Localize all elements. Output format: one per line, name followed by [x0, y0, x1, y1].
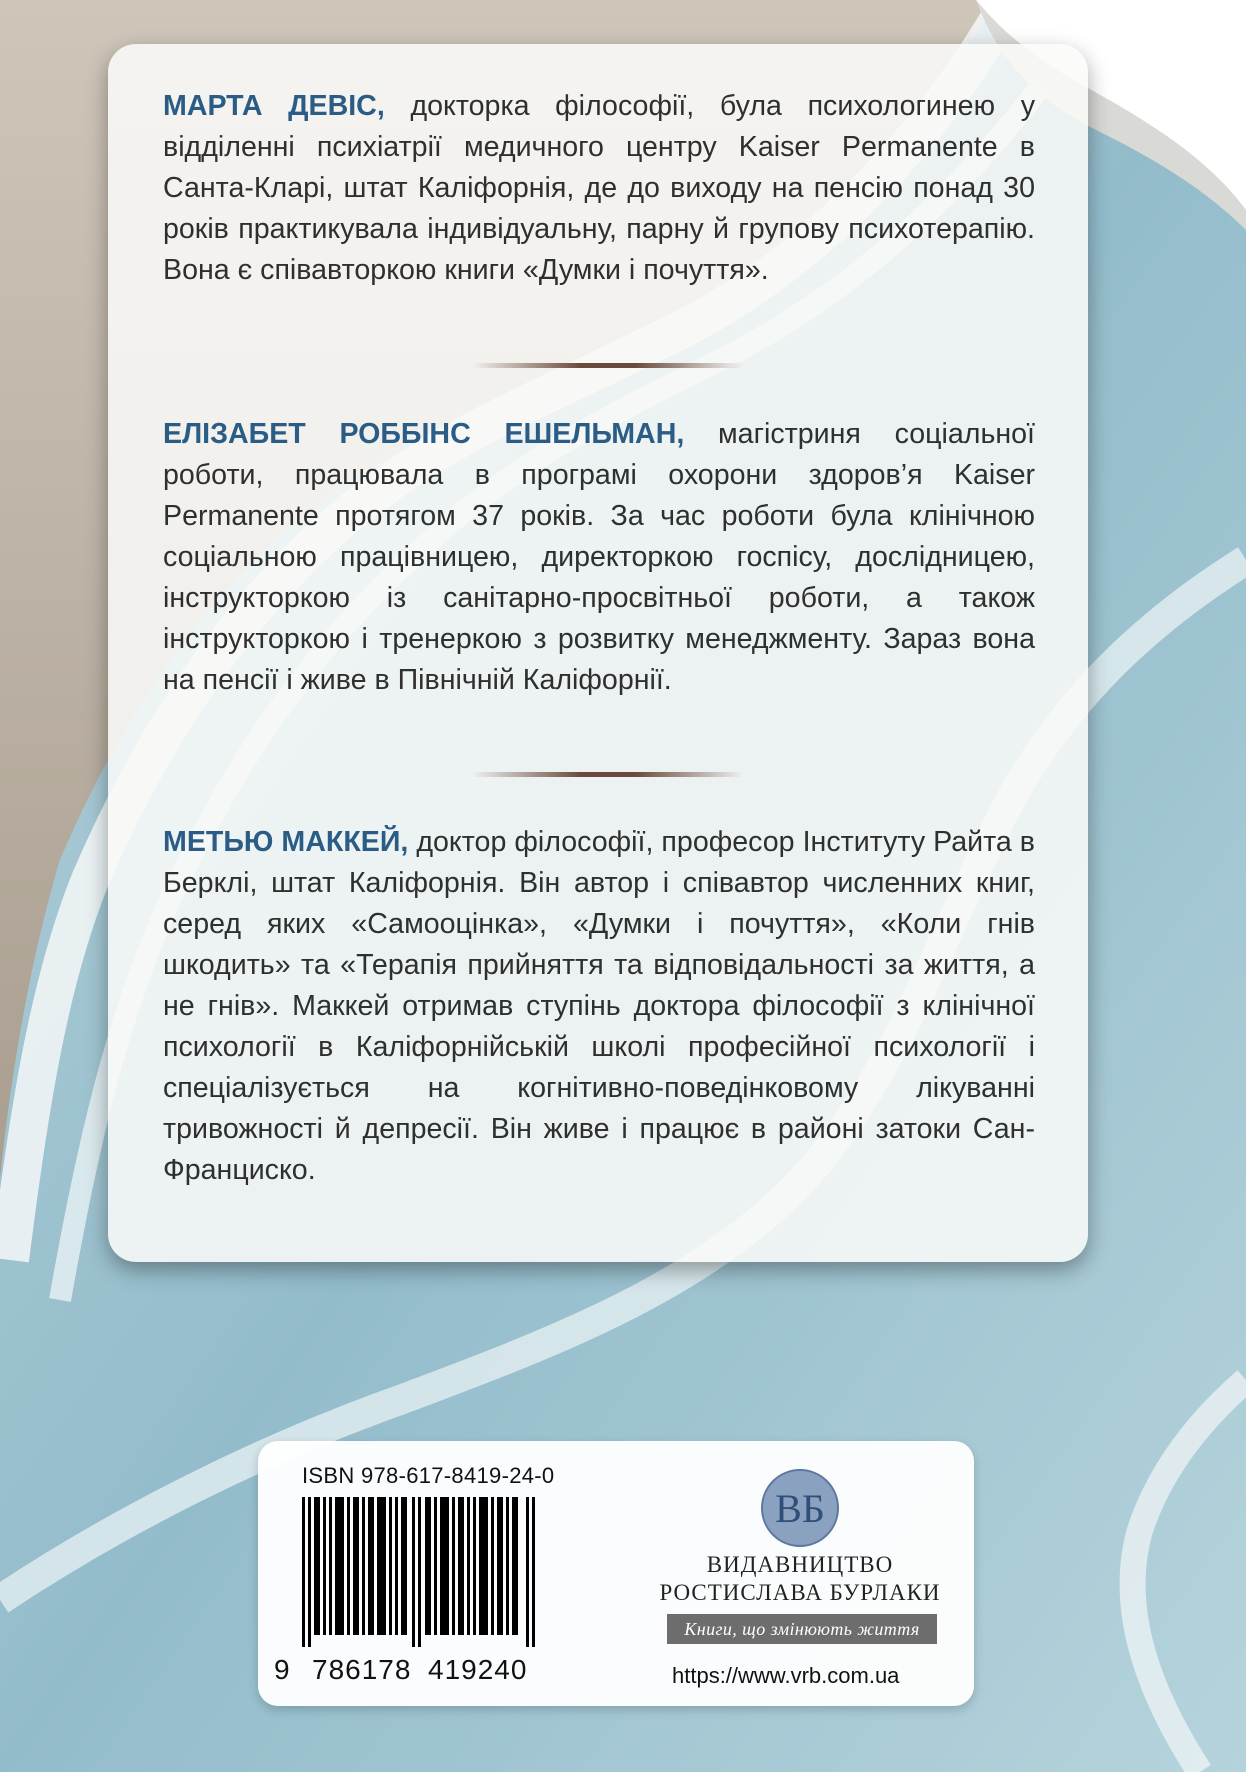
author-name: МЕТЬЮ МАККЕЙ, — [163, 826, 409, 858]
author-name: ЕЛІЗАБЕТ РОББІНС ЕШЕЛЬМАН, — [163, 418, 685, 450]
barcode-digits-right: 419240 — [428, 1654, 528, 1685]
isbn-label: ISBN 978-617-8419-24-0 — [302, 1463, 555, 1488]
barcode-lead-digit: 9 — [274, 1654, 291, 1685]
publisher-slogan: Книги, що змінюють життя — [667, 1614, 937, 1644]
publisher-logo-icon — [760, 1468, 840, 1548]
svg-text:ВБ: ВБ — [775, 1486, 825, 1531]
section-divider — [472, 772, 744, 777]
barcode — [302, 1497, 538, 1647]
barcode-digits-left: 786178 — [312, 1654, 412, 1685]
author-bio-davis — [163, 86, 1035, 291]
author-bio-text: магістриня соціальної роботи, працювала в програмі охорони здоров’я Kaiser Permanente протягом 37 років. За час роботи була клінічною соціальною працівницею, директоркою госпісу, дослідницею, інструкторкою із санітарно-просвітньої роботи, а також інструкторкою і тренеркою з розвитку менеджменту. Зараз вона на пенсії і живе в Північній Каліфорнії. — [163, 418, 1035, 696]
author-bio-text: докторка філософії, була психологинею у відділенні психіатрії медичного центру Kaiser Permanente в Санта-Кларі, штат Каліфорнія, де до виходу на пенсію понад 30 років практикувала індивідуальну, парну й групову психотерапію. Вона є співавторкою книги «Думки і почуття». — [163, 90, 1035, 286]
author-bio-mckay — [163, 822, 1035, 1191]
publisher-name-line1: ВИДАВНИЦТВО — [706, 1552, 894, 1577]
publisher-url: https://www.vrb.com.ua — [672, 1663, 900, 1688]
author-name: МАРТА ДЕВІС, — [163, 90, 385, 122]
section-divider — [472, 363, 744, 368]
author-bio-eshelman — [163, 414, 1035, 701]
author-bio-text: доктор філософії, професор Інституту Райта в Берклі, штат Каліфорнія. Він автор і співавтор численних книг, серед яких «Самооцінка», «Думки і почуття», «Коли гнів шкодить» та «Терапія прийняття та відповідальності за життя, а не гнів». Маккей отримав ступінь доктора філософії з клінічної психології в Каліфорнійській школі професійної психології і спеціалізується на когнітивно-поведінковому лікуванні тривожності й депресії. Він живе і працює в районі затоки Сан-Франциско. — [163, 826, 1035, 1186]
publisher-name-line2: РОСТИСЛАВА БУРЛАКИ — [659, 1580, 941, 1605]
